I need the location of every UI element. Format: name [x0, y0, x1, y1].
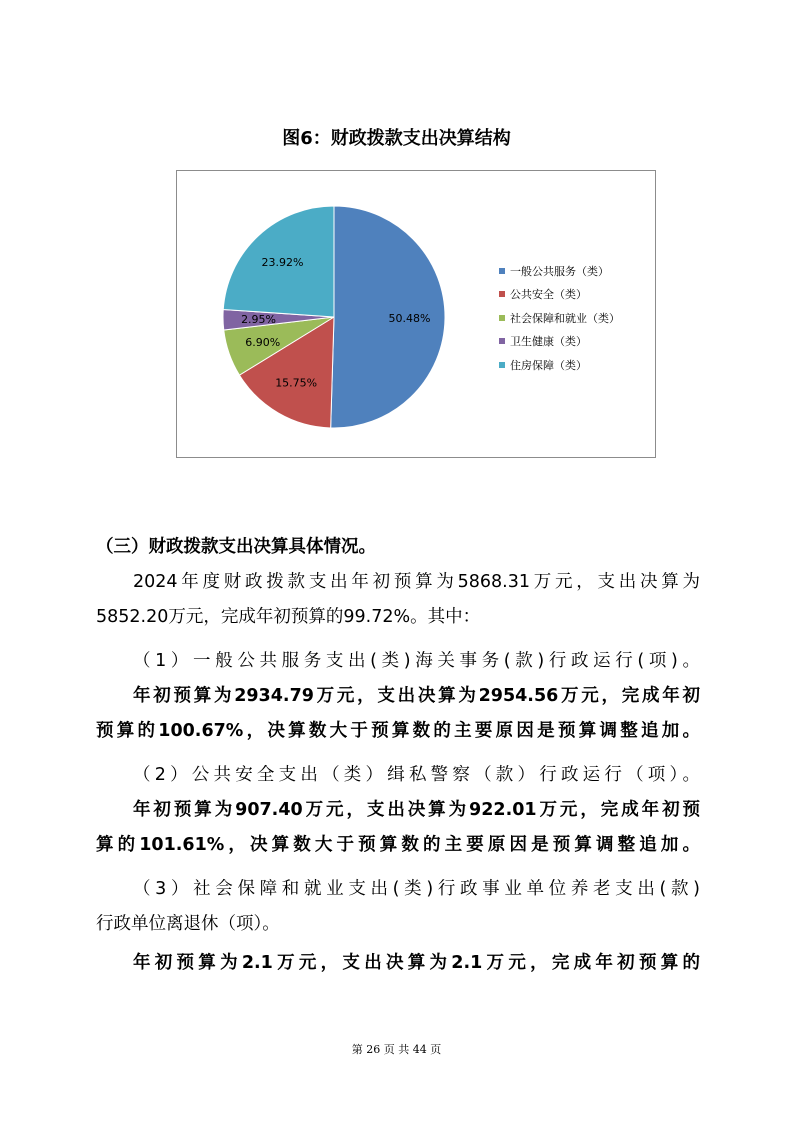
paragraph-line: （3）社会保障和就业支出(类)行政事业单位养老支出(款) — [133, 879, 700, 899]
legend-swatch — [499, 291, 505, 297]
legend-label: 卫生健康（类） — [510, 335, 587, 349]
legend-label: 住房保障（类） — [510, 358, 587, 372]
legend-swatch — [499, 338, 505, 344]
chart-legend — [499, 259, 620, 377]
paragraph-line: 2024年度财政拨款支出年初预算为5868.31万元，支出决算为 — [133, 572, 700, 592]
legend-label: 公共安全（类） — [510, 288, 587, 302]
legend-swatch — [499, 362, 505, 368]
slice-label: 2.95% — [241, 312, 277, 326]
slice-label: 50.48% — [388, 312, 431, 326]
slice-label: 6.90% — [245, 335, 281, 349]
slice-label: 15.75% — [275, 376, 318, 390]
paragraph-line: （1）一般公共服务支出(类)海关事务(款)行政运行(项)。 — [133, 651, 700, 671]
paragraph-line: （2）公共安全支出（类）缉私警察（款）行政运行（项）。 — [133, 765, 700, 785]
legend-item — [499, 283, 620, 307]
legend-item — [499, 330, 620, 354]
paragraph-line: 算的101.61%，决算数大于预算数的主要原因是预算调整追加。 — [96, 835, 700, 855]
paragraph-line: 年初预算为907.40万元，支出决算为922.01万元，完成年初预 — [133, 800, 700, 820]
paragraph-line: 年初预算为2.1万元，支出决算为2.1万元，完成年初预算的 — [133, 953, 700, 973]
legend-label: 一般公共服务（类） — [510, 264, 609, 278]
page-footer: 第 26 页 共 44 页 — [351, 1043, 442, 1056]
figure-title: 图6：财政拨款支出决算结构 — [282, 128, 511, 149]
legend-item — [499, 259, 620, 283]
paragraph-line: 预算的100.67%，决算数大于预算数的主要原因是预算调整追加。 — [96, 721, 700, 741]
section-heading: （三）财政拨款支出决算具体情况。 — [96, 537, 376, 557]
legend-item — [499, 306, 620, 330]
paragraph-line: 行政单位离退休（项）。 — [96, 914, 280, 934]
pie-chart-frame — [176, 170, 656, 458]
legend-swatch — [499, 315, 505, 321]
legend-label: 社会保障和就业（类） — [510, 311, 620, 325]
slice-label: 23.92% — [261, 255, 304, 269]
paragraph-line: 5852.20万元，完成年初预算的99.72%。其中： — [96, 607, 481, 627]
legend-swatch — [499, 268, 505, 274]
paragraph-line: 年初预算为2934.79万元，支出决算为2954.56万元，完成年初 — [133, 686, 700, 706]
legend-item — [499, 353, 620, 377]
